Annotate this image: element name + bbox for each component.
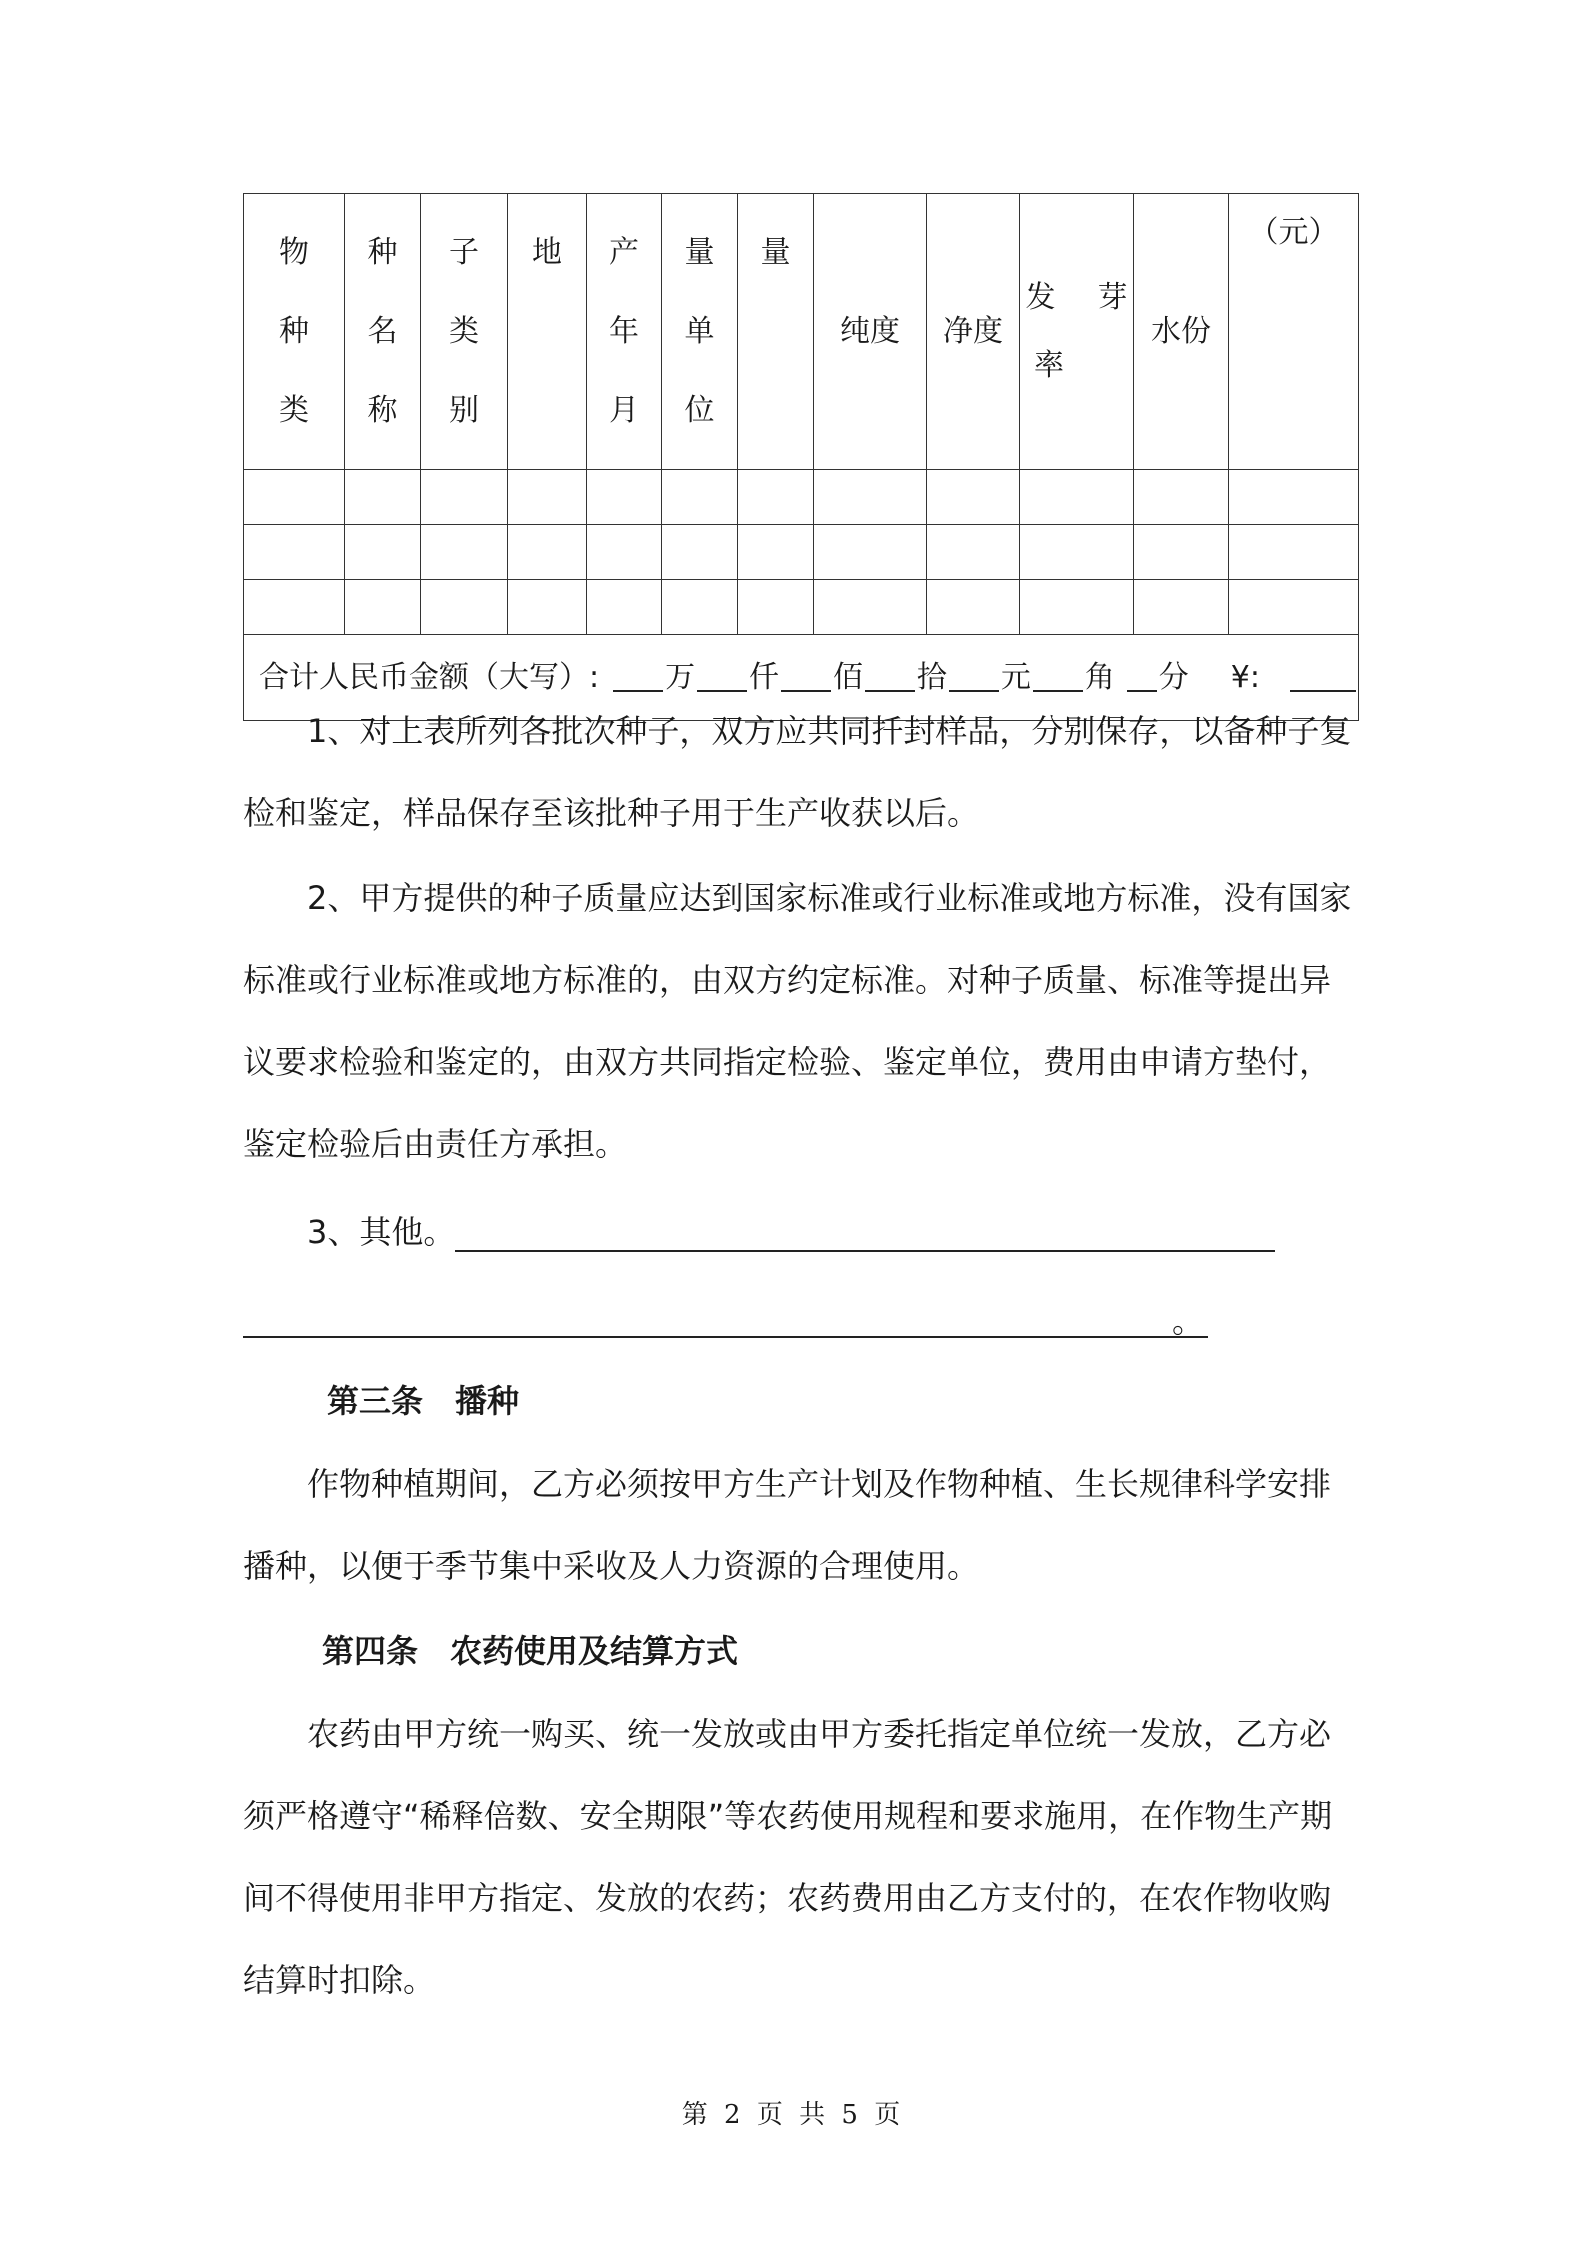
table-row bbox=[244, 580, 1359, 635]
header-cell: 产 年 月 bbox=[587, 194, 662, 470]
blank-line bbox=[243, 1336, 1208, 1338]
clause-3-end: 。 bbox=[1172, 1302, 1205, 1340]
currency-label: ¥: bbox=[1230, 659, 1260, 695]
header-cell: 子 类 别 bbox=[421, 194, 508, 470]
header-cell: 发 芽 率 bbox=[1020, 194, 1134, 470]
clause-1: 1、对上表所列各批次种子，双方应共同扦封样品，分别保存，以备种子复检和鉴定，样品保存至该批种子用于生产收获以后。 bbox=[243, 712, 1352, 832]
header-cell: （元） bbox=[1229, 194, 1359, 470]
total-label: 合计人民币金额（大写）: bbox=[259, 659, 600, 695]
amount-blank bbox=[1033, 664, 1083, 692]
seed-table bbox=[243, 193, 1359, 721]
clause-2: 2、甲方提供的种子质量应达到国家标准或行业标准或地方标准，没有国家标准或行业标准或地方标准的，由双方约定标准。对种子质量、标准等提出异议要求检验和鉴定的，由双方共同指定检验、鉴定单位，费用由申请方垫付，鉴定检验后由责任方承担。 bbox=[243, 879, 1352, 1163]
article-3-title: 第三条 播种 bbox=[327, 1382, 520, 1420]
header-cell: 量 bbox=[738, 194, 814, 470]
header-cell: 物 种 类 bbox=[244, 194, 345, 470]
blank-line bbox=[455, 1250, 1275, 1252]
table-header-row bbox=[244, 194, 1359, 470]
header-cell: 地 bbox=[508, 194, 587, 470]
header-cell: 净度 bbox=[927, 194, 1020, 470]
amount-blank bbox=[1290, 664, 1356, 692]
header-cell: 水份 bbox=[1134, 194, 1229, 470]
amount-blank bbox=[1127, 664, 1157, 692]
amount-blank bbox=[949, 664, 999, 692]
header-cell: 种 名 称 bbox=[345, 194, 421, 470]
amount-blank bbox=[613, 664, 663, 692]
total-amount-row: 合计人民币金额（大写）: 万 仟 佰 拾 元 角 分 ¥: bbox=[244, 635, 1359, 721]
amount-blank bbox=[865, 664, 915, 692]
header-cell: 纯度 bbox=[814, 194, 927, 470]
page-footer: 第 2 页 共 5 页 bbox=[681, 2100, 905, 2130]
clause-3: 3、其他。 bbox=[307, 1213, 456, 1251]
header-cell: 量 单 位 bbox=[662, 194, 738, 470]
amount-blank bbox=[781, 664, 831, 692]
amount-blank bbox=[697, 664, 747, 692]
article-4-body: 农药由甲方统一购买、统一发放或由甲方委托指定单位统一发放，乙方必须严格遵守“稀释倍数、安全期限”等农药使用规程和要求施用，在作物生产期间不得使用非甲方指定、发放的农药；农药费用由乙方支付的，在农作物收购结算时扣除。 bbox=[243, 1715, 1333, 1999]
table-row bbox=[244, 525, 1359, 580]
table-row bbox=[244, 470, 1359, 525]
article-3-body: 作物种植期间，乙方必须按甲方生产计划及作物种植、生长规律科学安排播种，以便于季节集中采收及人力资源的合理使用。 bbox=[243, 1465, 1332, 1585]
article-4-title: 第四条 农药使用及结算方式 bbox=[322, 1632, 739, 1670]
